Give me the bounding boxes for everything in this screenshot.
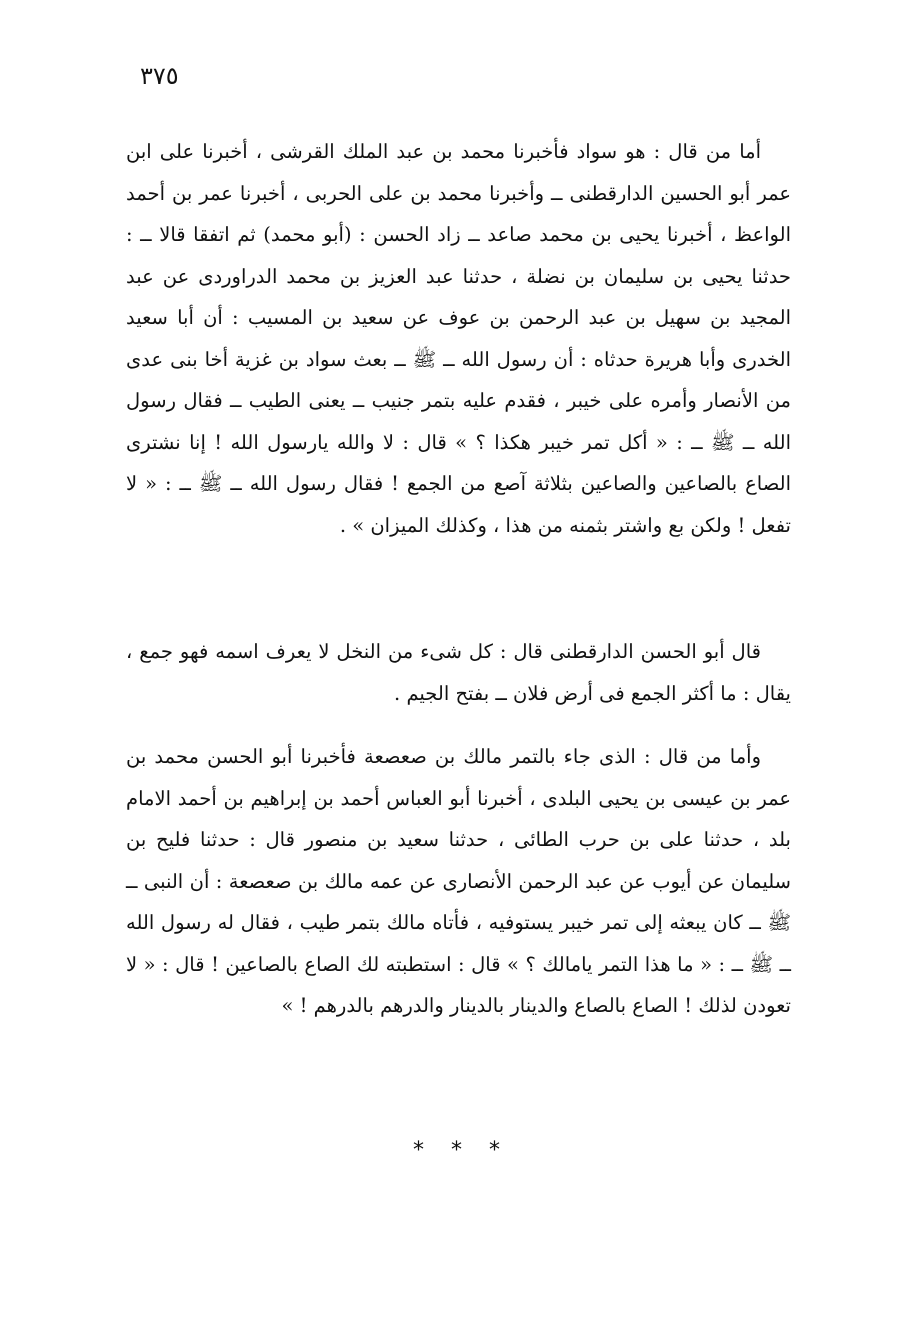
paragraph-text: وأما من قال : الذى جاء بالتمر مالك بن صعصعة فأخبرنا أبو الحسن محمد بن عمر بن عيسى بن يحيى البلدى ، أخبرنا أبو العباس أحمد بن إبراهيم بن أحمد الامام بلد ، حدثنا على بن حرب الطائى ، حدثنا سعيد بن منصور قال : حدثنا فليح بن سليمان عن أيوب عن عبد الرحمن الأنصارى عن عمه مالك بن صعصعة : أن النبى ــ ﷺ ــ كان يبعثه إلى تمر خيبر يستوفيه ، فأتاه مالك بتمر طيب ، فقال له رسول الله ــ ﷺ ــ : « ما هذا التمر يامالك ؟ » قال : استطبته لك الصاع بالصاعين ! قال : « لا تعودن لذلك ! الصاع بالصاع والدينار بالدينار والدرهم بالدرهم ! » [126, 745, 791, 1017]
page-number: ٣٧٥ [140, 62, 179, 90]
paragraph-text: قال أبو الحسن الدارقطنى قال : كل شىء من النخل لا يعرف اسمه فهو جمع ، يقال : ما أكثر الجمع فى أرض فلان ــ بفتح الجيم . [126, 640, 791, 705]
paragraph-malik-sasaa [126, 736, 791, 1027]
paragraph-text: أما من قال : هو سواد فأخبرنا محمد بن عبد الملك القرشى ، أخبرنا على ابن عمر أبو الحسين الدارقطنى ــ وأخبرنا محمد بن على الحربى ، أخبرنا عمر بن أحمد الواعظ ، أخبرنا يحيى بن محمد صاعد ــ زاد الحسن : (أبو محمد) ثم اتفقا قالا ــ : حدثنا يحيى بن سليمان بن نضلة ، حدثنا عبد العزيز بن محمد الدراوردى عن عبد المجيد بن سهيل بن عبد الرحمن بن عوف عن سعيد بن المسيب : أن أبا سعيد الخدرى وأبا هريرة حدثاه : أن رسول الله ــ ﷺ ــ بعث سواد بن غزية أخا بنى عدى من الأنصار وأمره على خيبر ، فقدم عليه بتمر جنيب ــ يعنى الطيب ــ فقال رسول الله ــ ﷺ ــ : « أكل تمر خيبر هكذا ؟ » قال : لا والله يارسول الله ! إنا نشترى الصاع بالصاعين والصاعين بثلاثة آصع من الجمع ! فقال رسول الله ــ ﷺ ــ : « لا تفعل ! ولكن بع واشتر بثمنه من هذا ، وكذلك الميزان » . [126, 140, 791, 537]
paragraph-jam-definition [126, 631, 791, 714]
section-separator: * * * [413, 1138, 510, 1163]
paragraph-sawad [126, 131, 791, 546]
